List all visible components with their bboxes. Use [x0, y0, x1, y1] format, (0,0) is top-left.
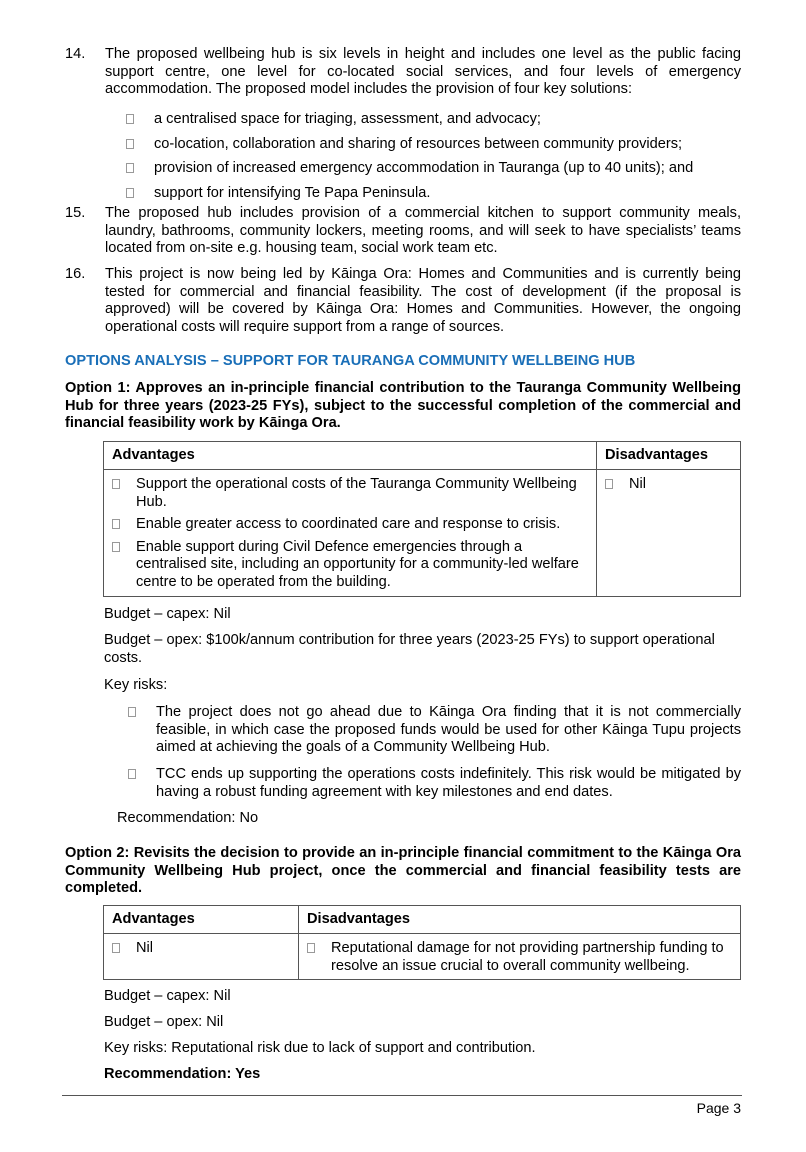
bullet-box-icon	[307, 943, 315, 953]
bullet-box-icon	[126, 163, 134, 173]
bullet-box-icon	[112, 519, 120, 529]
paragraph-14	[65, 46, 741, 99]
page-number: Page 3	[696, 1100, 741, 1116]
list-item: Support the operational costs of the Tauranga Community Wellbeing Hub.	[112, 476, 588, 511]
option-2-opex: Budget – opex: Nil	[104, 1014, 224, 1030]
advantages-header: Advantages	[104, 906, 299, 934]
bullet-box-icon	[112, 542, 120, 552]
option-2-risks: Key risks: Reputational risk due to lack of support and contribution.	[104, 1040, 536, 1056]
section-heading: OPTIONS ANALYSIS – SUPPORT FOR TAURANGA COMMUNITY WELLBEING HUB	[65, 353, 636, 369]
disadvantages-cell	[597, 470, 741, 597]
list-item: a centralised space for triaging, assessment, and advocacy;	[126, 111, 741, 136]
paragraph-number: 16.	[65, 266, 86, 282]
disadvantages-header: Disadvantages	[299, 906, 741, 934]
option-2-title: Option 2: Revisits the decision to provide an in-principle financial commitment to the Kāinga Ora Community Wellbeing Hub project, once the commercial and financial feasibility tests are completed.	[65, 845, 741, 897]
option-2-capex: Budget – capex: Nil	[104, 988, 231, 1004]
option-1-capex: Budget – capex: Nil	[104, 606, 231, 622]
paragraph-text: The proposed hub includes provision of a commercial kitchen to support community meals, laundry, bathrooms, community lockers, meeting rooms, and will seek to have specialists’ teams located from on-site e.g. housing team, social work team etc.	[105, 205, 741, 257]
disadvantages-cell	[299, 934, 741, 980]
list-item: Nil	[112, 940, 290, 958]
option-1-risks-label: Key risks:	[104, 677, 168, 693]
list-item: Reputational damage for not providing partnership funding to resolve an issue crucial to overall community wellbeing.	[307, 940, 732, 975]
option-1-table	[103, 441, 741, 597]
option-1-opex: Budget – opex: $100k/annum contribution for three years (2023-25 FYs) to support operational costs.	[104, 632, 715, 666]
advantages-header: Advantages	[104, 442, 597, 470]
bullet-box-icon	[126, 139, 134, 149]
list-item: provision of increased emergency accommodation in Tauranga (up to 40 units); and	[126, 160, 741, 185]
list-item: Enable support during Civil Defence emergencies through a centralised site, including an opportunity for a community-led welfare centre to be operated from the building.	[112, 539, 588, 592]
list-item: co-location, collaboration and sharing of resources between community providers;	[126, 136, 741, 161]
paragraph-number: 15.	[65, 205, 86, 221]
solutions-list	[126, 111, 741, 209]
paragraph-text: The proposed wellbeing hub is six levels in height and includes one level as the public facing support centre, one level for co-located social services, and four levels of emergency accommodation. The proposed model includes the provision of four key solutions:	[105, 46, 741, 98]
option-1-title: Option 1: Approves an in-principle financial contribution to the Tauranga Community Wellbeing Hub for three years (2023-25 FYs), subject to the successful completion of the commercial and financial feasibility work by Kāinga Ora.	[65, 380, 741, 432]
paragraph-16	[65, 266, 741, 336]
bullet-box-icon	[112, 479, 120, 489]
option-2-recommendation: Recommendation: Yes	[104, 1066, 261, 1082]
bullet-box-icon	[126, 114, 134, 124]
paragraph-text: This project is now being led by Kāinga Ora: Homes and Communities and is currently being tested for commercial and financial feasibility. The cost of development (if the proposal is approved) will be covered by Kāinga Ora: Homes and Communities. However, the ongoing operational costs will require support from a range of sources.	[105, 266, 741, 335]
list-item: Enable greater access to coordinated care and response to crisis.	[112, 516, 588, 534]
advantages-cell	[104, 470, 597, 597]
advantages-cell	[104, 934, 299, 980]
bullet-box-icon	[112, 943, 120, 953]
bullet-box-icon	[128, 769, 136, 779]
list-item: support for intensifying Te Papa Peninsula.	[126, 185, 741, 210]
option-2-table	[103, 905, 741, 980]
paragraph-15	[65, 205, 741, 258]
option-1-recommendation: Recommendation: No	[117, 810, 259, 826]
paragraph-number: 14.	[65, 46, 86, 62]
bullet-box-icon	[128, 707, 136, 717]
disadvantages-header: Disadvantages	[597, 442, 741, 470]
footer-divider	[62, 1095, 742, 1096]
bullet-box-icon	[605, 479, 613, 489]
list-item: Nil	[605, 476, 732, 494]
option-1-risk-2: TCC ends up supporting the operations costs indefinitely. This risk would be mitigated by having a robust funding agreement with key milestones and end dates.	[128, 766, 741, 801]
bullet-box-icon	[126, 188, 134, 198]
option-1-risk-1: The project does not go ahead due to Kāinga Ora finding that it is not commercially feasible, in which case the proposed funds would be used for other Kāinga Tupu projects aimed at achieving the goals of a Community Wellbeing Hub.	[128, 704, 741, 757]
